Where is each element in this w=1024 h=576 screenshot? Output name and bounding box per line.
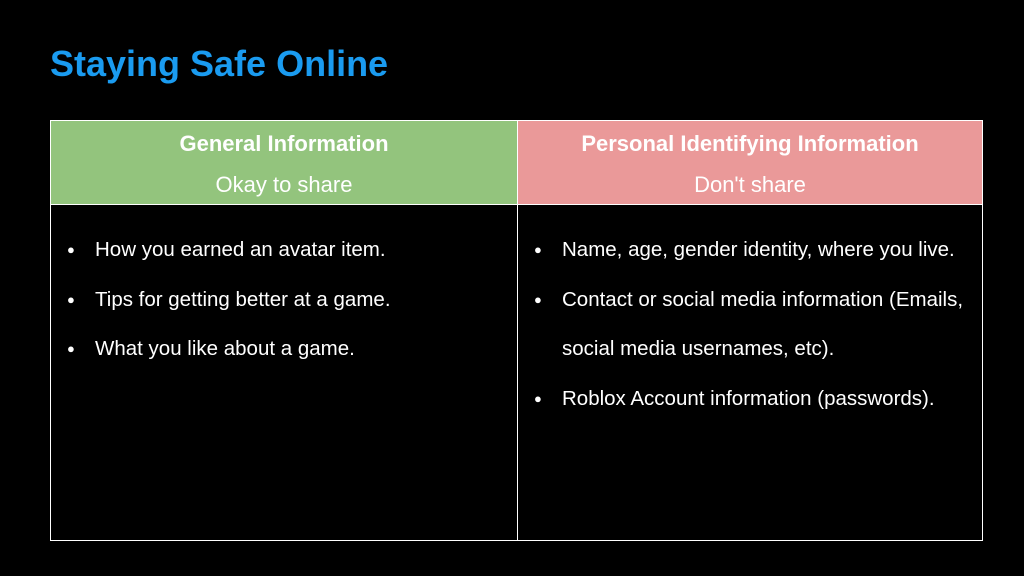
list-item-text: Roblox Account information (passwords). (562, 386, 935, 410)
info-table (50, 120, 983, 541)
slide-title: Staying Safe Online (50, 43, 389, 84)
personal-info-column (517, 121, 982, 540)
list-item-text: How you earned an avatar item. (95, 238, 386, 261)
list-item-text: Tips for getting better at a game. (95, 287, 391, 311)
list-item-text: Contact or social media information (Emails, social media usernames, etc). (562, 287, 964, 360)
general-info-title: General Information (179, 131, 389, 156)
general-info-header (51, 121, 517, 205)
personal-info-subtitle: Don't share (694, 172, 806, 197)
general-info-column (51, 121, 517, 540)
list-item-text: Name, age, gender identity, where you live. (562, 238, 955, 261)
list-item (67, 275, 505, 325)
list-item (534, 275, 970, 374)
list-item (534, 225, 970, 275)
list-item (67, 225, 505, 275)
personal-info-header (518, 121, 982, 205)
list-item-text: What you like about a game. (95, 337, 355, 360)
personal-info-list (518, 205, 982, 423)
personal-info-title: Personal Identifying Information (581, 131, 919, 156)
general-info-subtitle: Okay to share (215, 172, 353, 197)
list-item (67, 324, 505, 374)
list-item (534, 374, 970, 424)
general-info-list (51, 205, 517, 374)
